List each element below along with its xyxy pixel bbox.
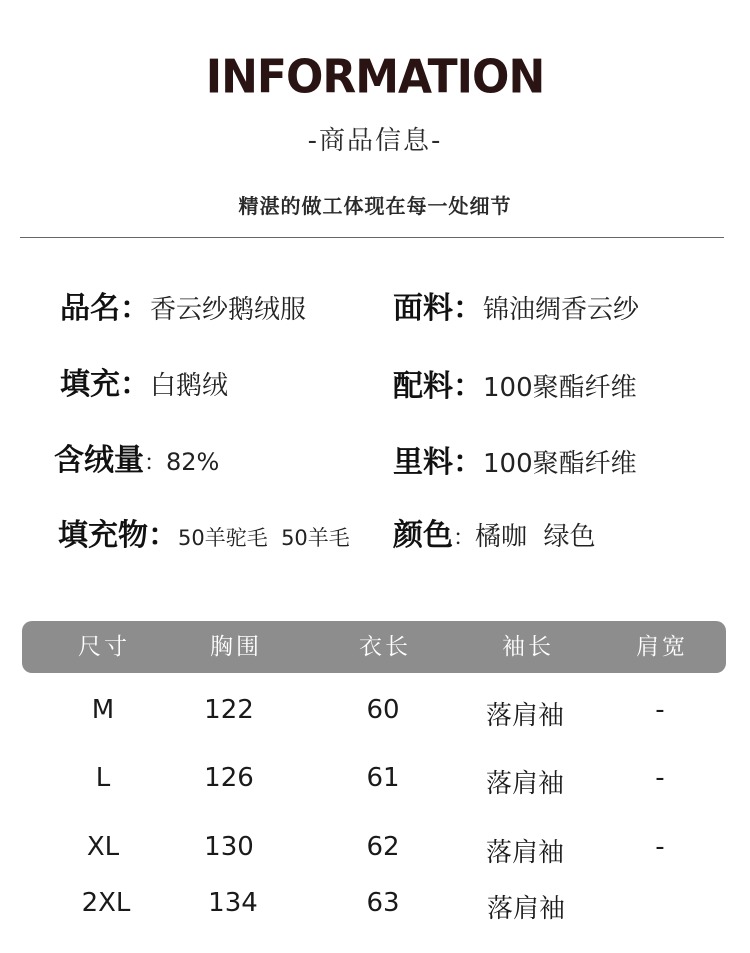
divider [20, 237, 724, 238]
cell-chest: 126 [204, 763, 254, 793]
page-title: INFORMATION [205, 50, 545, 105]
header-chest: 胸围 [210, 634, 262, 660]
cell-shoulder: - [655, 832, 665, 862]
header-size: 尺寸 [78, 634, 130, 660]
info-filling-label: 填充 [60, 367, 120, 402]
info-fabric-label: 面料 [393, 291, 453, 326]
header-sleeve: 袖长 [502, 634, 554, 660]
cell-chest: 134 [208, 888, 258, 918]
tagline: 精湛的做工体现在每一处细节 [238, 194, 512, 218]
cell-sleeve: 落肩袖 [485, 769, 564, 799]
cell-length: 62 [366, 832, 400, 862]
info-name [60, 283, 306, 327]
header-length: 衣长 [359, 634, 411, 660]
info-accessory [393, 361, 637, 405]
cell-length: 63 [366, 888, 400, 918]
cell-size: L [95, 763, 111, 793]
info-fabric-value: 锦油绸香云纱 [483, 295, 640, 325]
colon: ： [120, 367, 150, 402]
colon: ： [453, 291, 483, 326]
info-filler-value: 50羊驼毛 50羊毛 [178, 526, 350, 550]
cell-size: 2XL [81, 888, 131, 918]
colon: ： [148, 518, 178, 553]
info-down-content-label: 含绒量 [54, 443, 144, 478]
info-name-value: 香云纱鹅绒服 [150, 295, 307, 325]
info-accessory-label: 配料 [393, 369, 453, 404]
cell-size: M [91, 695, 115, 725]
cell-shoulder: - [655, 695, 665, 725]
cell-length: 60 [366, 695, 400, 725]
info-down-content-value: 82% [166, 448, 220, 476]
header-shoulder: 肩宽 [636, 634, 688, 660]
info-down-content [54, 435, 219, 479]
info-color-label: 颜色 [393, 518, 453, 553]
cell-chest: 130 [204, 832, 254, 862]
cell-shoulder: - [655, 763, 665, 793]
page-subtitle: -商品信息- [307, 126, 443, 156]
info-filling-value: 白鹅绒 [150, 371, 229, 401]
colon: ： [453, 445, 483, 480]
colon: ： [453, 526, 476, 551]
colon: ： [120, 291, 150, 326]
info-accessory-value: 100聚酯纤维 [483, 373, 637, 403]
cell-length: 61 [366, 763, 400, 793]
info-lining [393, 437, 637, 481]
info-filler-label: 填充物 [58, 518, 148, 553]
info-lining-value: 100聚酯纤维 [483, 449, 637, 479]
size-table-header [22, 621, 726, 673]
cell-chest: 122 [204, 695, 254, 725]
info-name-label: 品名 [60, 291, 120, 326]
info-fabric [393, 283, 639, 327]
info-color [393, 510, 596, 554]
colon: ： [144, 451, 167, 476]
cell-sleeve: 落肩袖 [486, 894, 565, 924]
info-filler [58, 510, 350, 554]
cell-sleeve: 落肩袖 [485, 701, 564, 731]
cell-sleeve: 落肩袖 [485, 838, 564, 868]
info-color-value: 橘咖 绿色 [475, 522, 596, 552]
colon: ： [453, 369, 483, 404]
info-lining-label: 里料 [393, 445, 453, 480]
cell-size: XL [86, 832, 120, 862]
info-filling [60, 359, 228, 403]
